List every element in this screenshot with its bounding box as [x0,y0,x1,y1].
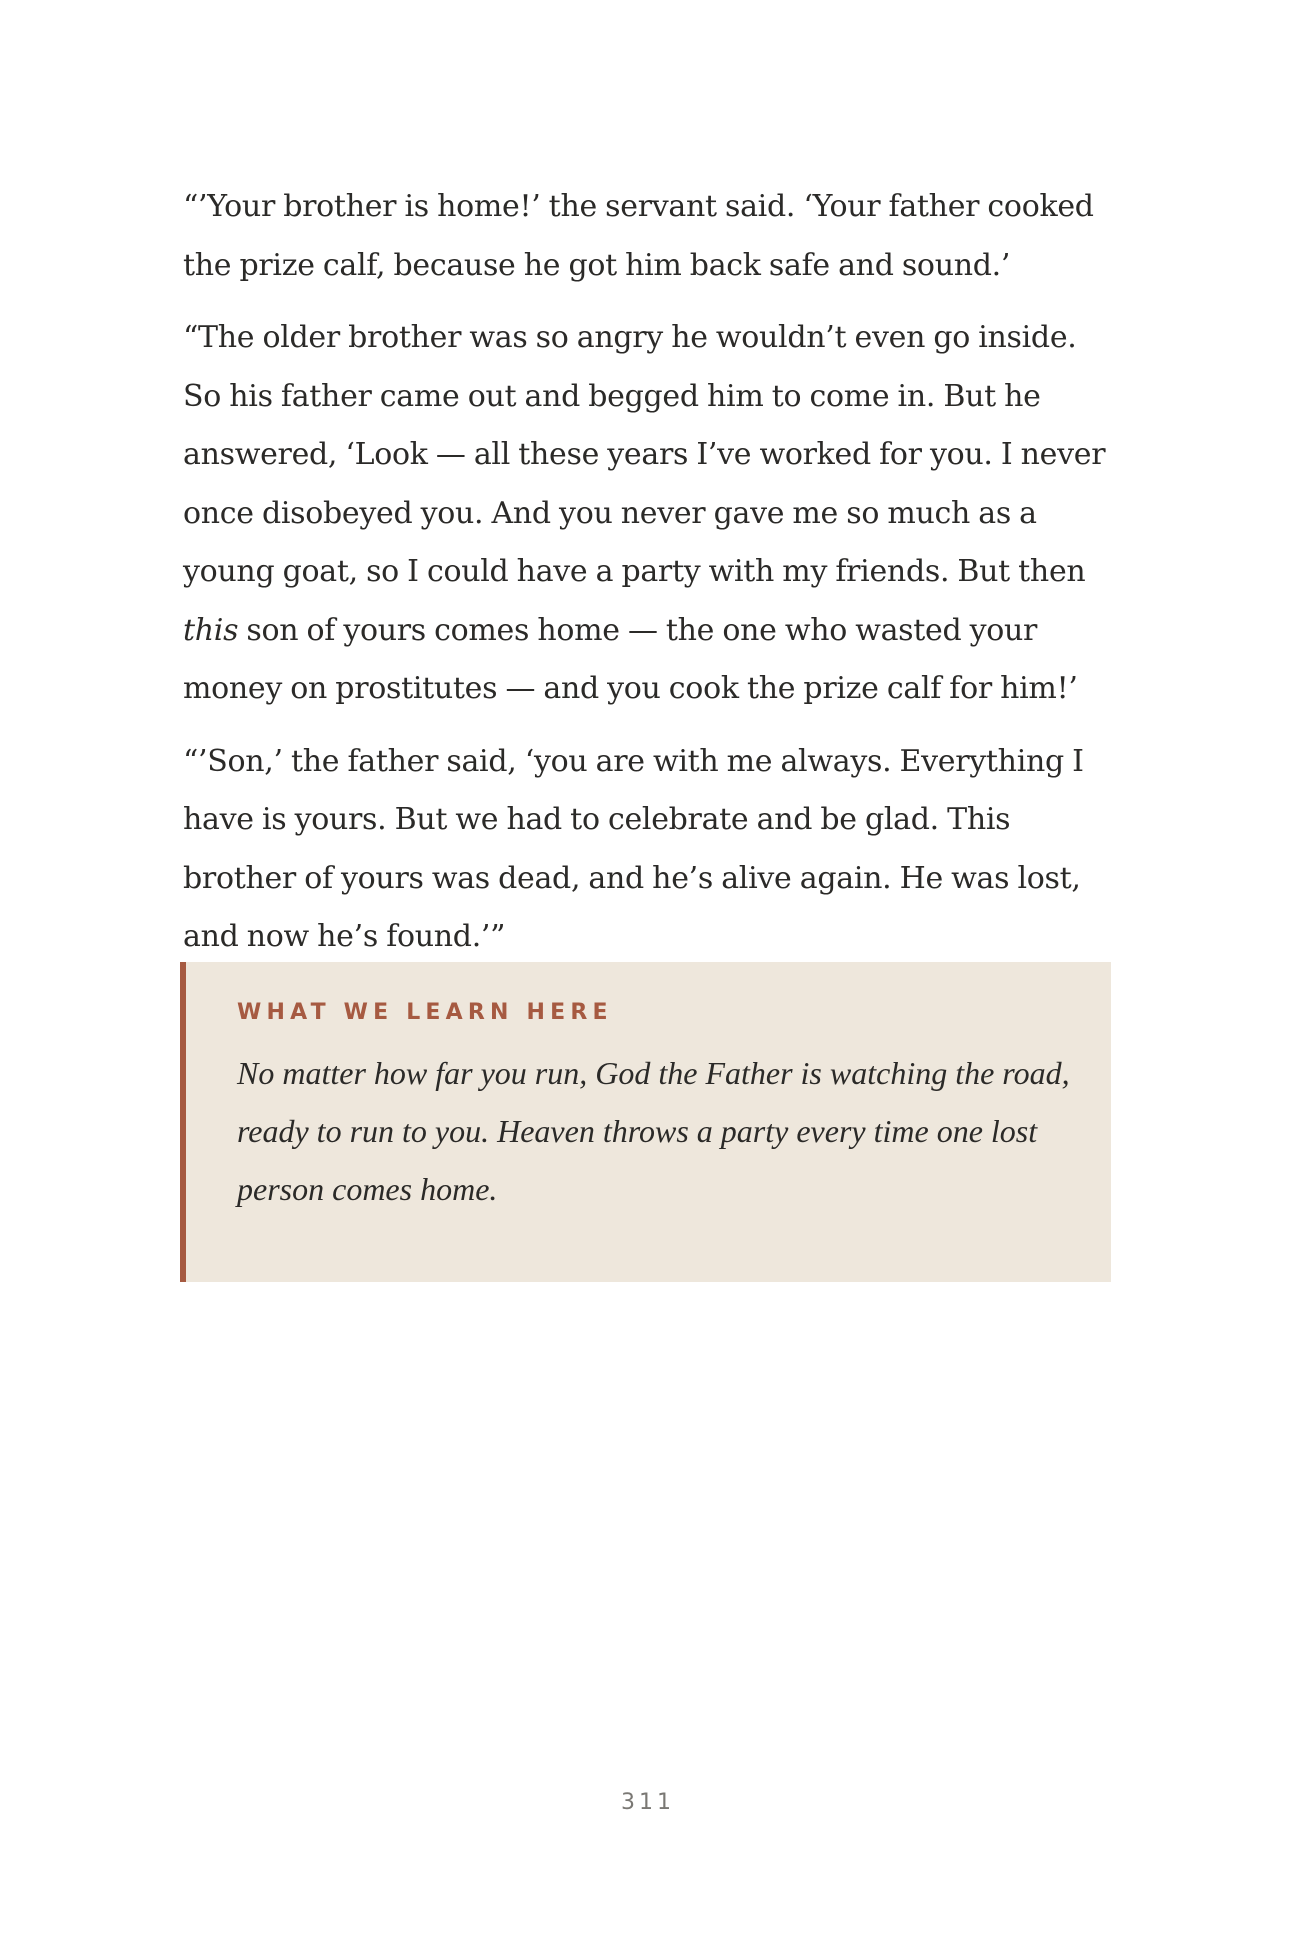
lesson-callout-box [180,962,1111,1282]
page-number: 311 [621,1790,675,1815]
main-text [183,178,1113,981]
emphasis-this: this [183,612,239,648]
paragraph-older-brother [183,309,1113,719]
paragraph-older-brother-after: son of yours comes home — the one who wasted your money on prostitutes — and you cook the prize calf for him!’ [183,612,1078,706]
callout-heading: WHAT WE LEARN HERE [237,1000,613,1025]
paragraph-father-reply: “’Son,’ the father said, ‘you are with me always. Everything I have is yours. But we had to celebrate and be glad. This brother of yours was dead, and he’s alive again. He was lost, and now he’s found.’” [183,743,1084,954]
paragraph-older-brother-before: “The older brother was so angry he wouldn’t even go inside. So his father came out and begged him to come in. But he answered, ‘Look — all these years I’ve worked for you. I never once disobeyed you. And you never gave me so much as a young goat, so I could have a party with my friends. But then [183,320,1106,589]
callout-body: No matter how far you run, God the Father is watching the road, ready to run to you. Heaven throws a party every time one lost person comes home. [237,1055,1070,1207]
paragraph-servant: “’Your brother is home!’ the servant said. ‘Your father cooked the prize calf, because he got him back safe and sound.’ [183,189,1094,283]
